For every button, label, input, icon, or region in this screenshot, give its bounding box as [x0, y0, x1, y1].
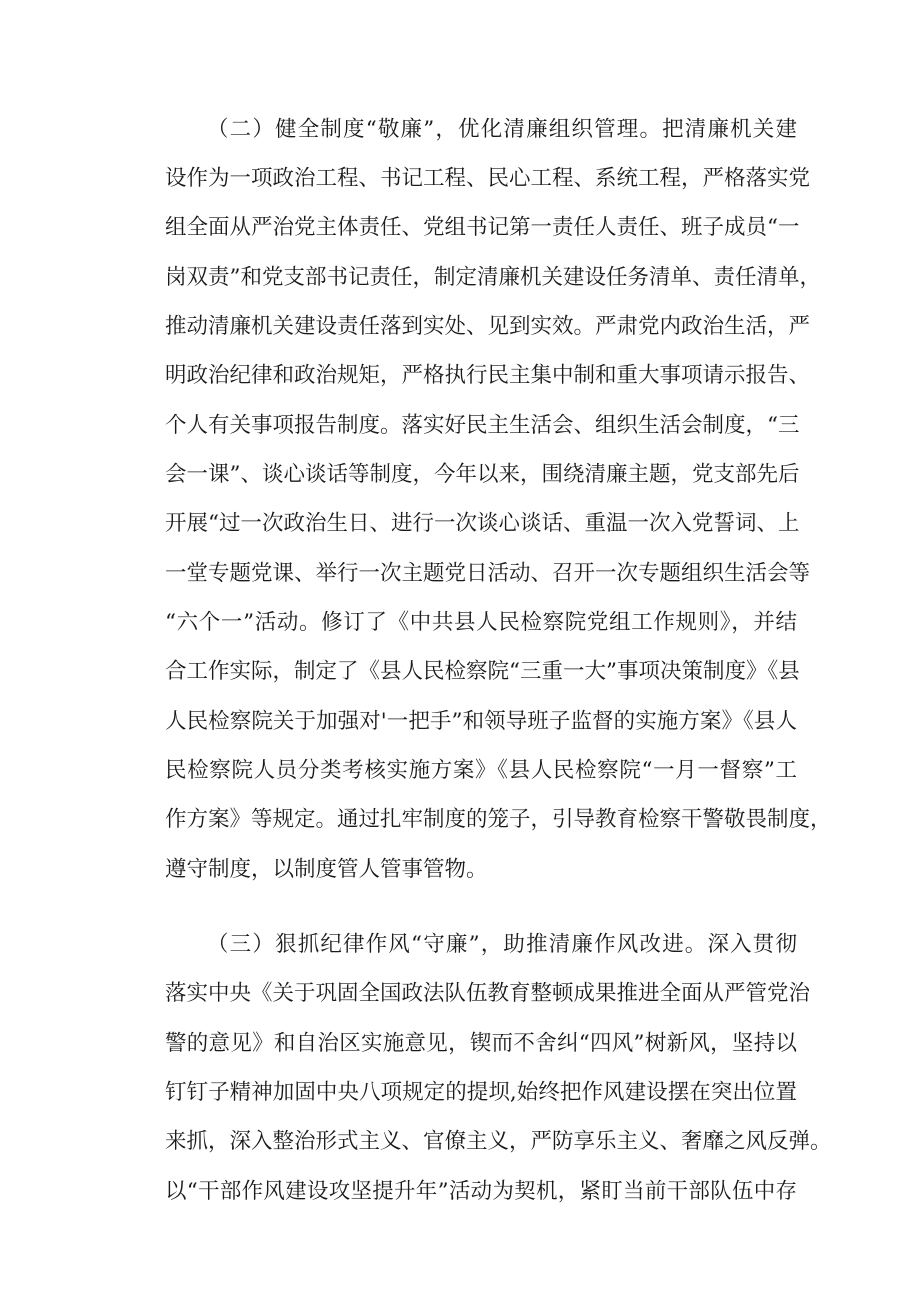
paragraph-line: 作方案》等规定。通过扎牢制度的笼子，引导教育检察干警敬畏制度， — [165, 807, 832, 832]
paragraph-line: （二）健全制度“敬廉”，优化清廉组织管理。把清廉机关建 — [207, 117, 797, 142]
paragraph-line: 推动清廉机关建设责任落到实处、见到实效。严肃党内政治生活，严 — [165, 314, 811, 339]
paragraph-line: 警的意见》和自治区实施意见，锲而不舍纠“四风”树新风，坚持以 — [165, 1031, 797, 1056]
paragraph-line: 民检察院人员分类考核实施方案》《县人民检察院“一月一督察”工 — [165, 758, 797, 783]
paragraph-line: 开展“过一次政治生日、进行一次谈心谈话、重温一次入党誓词、上 — [165, 511, 800, 536]
paragraph-line: 组全面从严治党主体责任、党组书记第一责任人责任、班子成员“一 — [165, 215, 800, 240]
paragraph-line: 钉钉子精神加固中央八项规定的提坝,始终把作风建设摆在突出位置 — [165, 1080, 797, 1105]
paragraph-line: 岗双责”和党支部书记责任，制定清廉机关建设任务清单、责任清单， — [165, 265, 821, 290]
paragraph-line: 遵守制度，以制度管人管事管物。 — [165, 857, 488, 882]
paragraph-line: “六个一”活动。修订了《中共县人民检察院党组工作规则》，并结 — [165, 610, 797, 635]
paragraph-line: （三）狠抓纪律作风“守廉”，助推清廉作风改进。深入贯彻 — [207, 932, 797, 957]
paragraph-line: 个人有关事项报告制度。落实好民主生活会、组织生活会制度，“三 — [165, 413, 800, 438]
paragraph-line: 明政治纪律和政治规矩，严格执行民主集中制和重大事项请示报告、 — [165, 363, 811, 388]
paragraph-line: 设作为一项政治工程、书记工程、民心工程、系统工程，严格落实党 — [165, 166, 811, 191]
paragraph-line: 以“干部作风建设攻坚提升年”活动为契机，紧盯当前干部队伍中存 — [165, 1179, 797, 1204]
paragraph-line: 一堂专题党课、举行一次主题党日活动、召开一次专题组织生活会等 — [165, 561, 811, 586]
paragraph-line: 会一课”、谈心谈话等制度，今年以来，围绕清廉主题，党支部先后 — [165, 462, 800, 487]
paragraph-line: 人民检察院关于加强对'一把手”和领导班子监督的实施方案》《县人 — [165, 709, 797, 734]
paragraph-line: 落实中央《关于巩固全国政法队伍教育整顿成果推进全面从严管党治 — [165, 981, 811, 1006]
paragraph-line: 合工作实际，制定了《县人民检察院“三重一大”事项决策制度》《县 — [165, 659, 800, 684]
paragraph-line: 来抓，深入整治形式主义、官僚主义，严防享乐主义、奢靡之风反弹。 — [165, 1129, 832, 1154]
